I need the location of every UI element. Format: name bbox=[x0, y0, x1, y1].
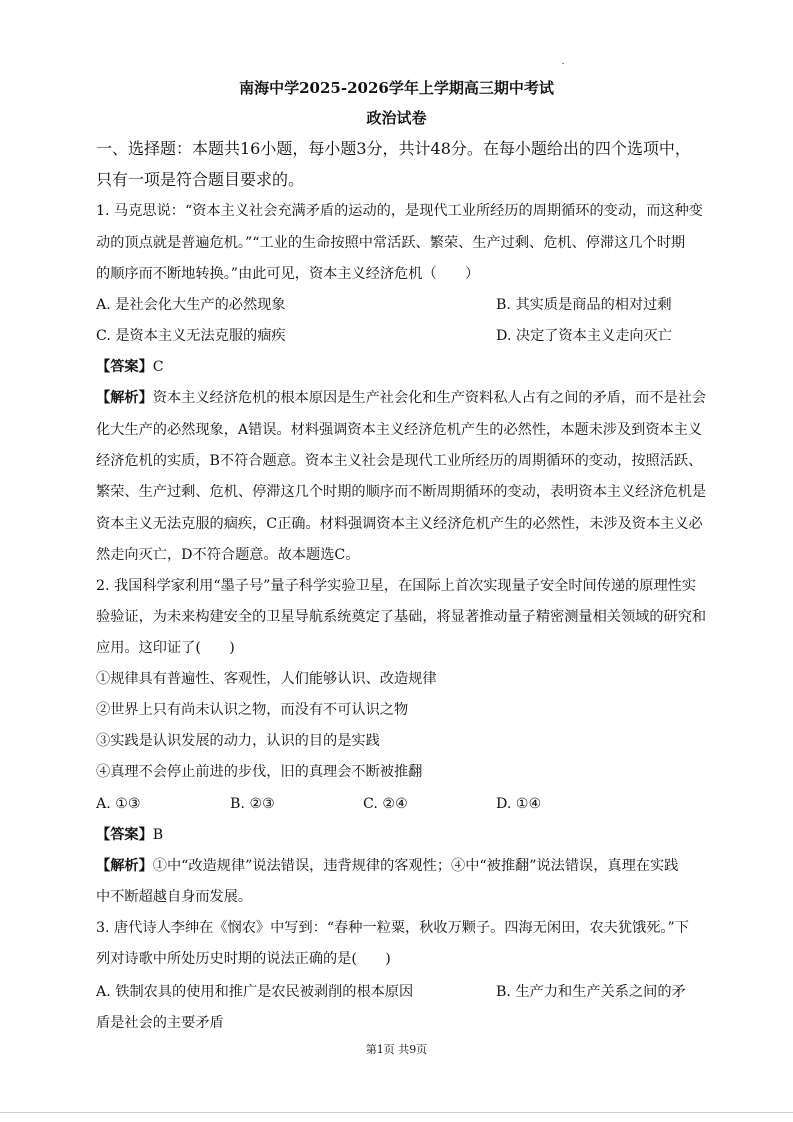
q2-option-c: C. ②④ bbox=[363, 796, 408, 812]
q1-analysis-line-1 bbox=[96, 388, 706, 408]
q2-item-1: ①规律具有普遍性、客观性，人们能够认识、改造规律 bbox=[96, 671, 437, 687]
q1-stem-line-1: 1. 马克思说：“资本主义社会充满矛盾的运动的，是现代工业所经历的周期循环的变动，而这种变 bbox=[96, 203, 703, 219]
q1-analysis-line-6: 然走向灭亡，D不符合题意。故本题选C。 bbox=[96, 547, 360, 563]
q1-answer-value: C bbox=[152, 359, 164, 375]
q2-analysis-line-2: 中不断超越自身而发展。 bbox=[96, 889, 253, 905]
q1-stem-line-2: 动的顶点就是普遍危机。”“工业的生命按照中常活跃、繁荣、生产过剩、危机、停滞这几个时期 bbox=[96, 235, 686, 251]
exam-title: 南海中学2025-2026学年上学期高三期中考试 bbox=[239, 79, 554, 97]
q2-answer-line bbox=[96, 825, 706, 845]
q1-option-a: A. 是社会化大生产的必然现象 bbox=[96, 297, 286, 313]
q2-analysis-text-1: ①中“改造规律”说法错误，违背规律的客观性；④中“被推翻”说法错误，真理在实践 bbox=[152, 858, 679, 874]
q1-analysis-line-3: 经济危机的实质，B不符合题意。资本主义社会是现代工业所经历的周期循环的变动，按照活跃、 bbox=[96, 453, 703, 469]
q2-analysis-line-1 bbox=[96, 856, 706, 876]
q3-option-a: A. 铁制农具的使用和推广是农民被剥削的根本原因 bbox=[96, 984, 414, 1000]
q1-option-d: D. 决定了资本主义走向灭亡 bbox=[496, 328, 672, 344]
q1-analysis-line-4: 繁荣、生产过剩、危机、停滞这几个时期的顺序而不断周期循环的变动，表明资本主义经济危机是 bbox=[96, 484, 707, 500]
scan-dot bbox=[562, 63, 564, 64]
q2-stem-line-2: 验验证，为未来构建安全的卫星导航系统奠定了基础，将显著推动量子精密测量相关领域的研究和 bbox=[96, 609, 707, 625]
q1-answer-line bbox=[96, 357, 706, 377]
q1-analysis-line-2: 化大生产的必然现象，A错误。材料强调资本主义经济危机产生的必然性，本题未涉及到资本主义 bbox=[96, 422, 703, 438]
q2-item-2: ②世界上只有尚未认识之物，而没有不可认识之物 bbox=[96, 702, 409, 718]
q3-stem-line-2: 列对诗歌中所处历史时期的说法正确的是( ) bbox=[96, 951, 391, 967]
page-number: 第1页 共9页 bbox=[365, 1043, 428, 1056]
section-instruction-line-1: 一、选择题：本题共16小题，每小题3分，共计48分。在每小题给出的四个选项中， bbox=[96, 139, 691, 158]
q3-stem-line-1: 3. 唐代诗人李绅在《悯农》中写到：“春种一粒粟，秋收万颗子。四海无闲田，农夫犹饿死。”下 bbox=[96, 920, 689, 936]
q3-option-b: B. 生产力和生产关系之间的矛 bbox=[496, 984, 686, 1000]
q1-option-b: B. 其实质是商品的相对过剩 bbox=[496, 297, 672, 313]
q3-option-b-continued: 盾是社会的主要矛盾 bbox=[96, 1015, 224, 1031]
q2-option-d: D. ①④ bbox=[496, 796, 542, 812]
q2-answer-label: 【答案】 bbox=[96, 827, 153, 843]
q2-answer-value: B bbox=[152, 827, 164, 843]
bottom-divider bbox=[0, 1112, 793, 1113]
q1-analysis-text-1: 资本主义经济危机的根本原因是生产社会化和生产资料私人占有之间的矛盾，而不是社会 bbox=[152, 390, 707, 406]
q1-option-c: C. 是资本主义无法克服的痼疾 bbox=[96, 328, 286, 344]
q2-stem-line-3: 应用。这印证了( ) bbox=[96, 640, 235, 656]
q1-stem-line-3: 的顺序而不断地转换。”由此可见，资本主义经济危机（ ） bbox=[96, 266, 480, 282]
exam-subtitle: 政治试卷 bbox=[366, 109, 427, 127]
q2-option-a: A. ①③ bbox=[96, 796, 141, 812]
q1-analysis-line-5: 资本主义无法克服的痼疾，C正确。材料强调资本主义经济危机产生的必然性，未涉及资本主义必 bbox=[96, 516, 703, 532]
q2-option-b: B. ②③ bbox=[230, 796, 275, 812]
q2-item-4: ④真理不会停止前进的步伐，旧的真理会不断被推翻 bbox=[96, 764, 423, 780]
q1-analysis-label: 【解析】 bbox=[96, 390, 153, 406]
q2-item-3: ③实践是认识发展的动力，认识的目的是实践 bbox=[96, 733, 380, 749]
q2-analysis-label: 【解析】 bbox=[96, 858, 153, 874]
q1-answer-label: 【答案】 bbox=[96, 359, 153, 375]
section-instruction-line-2: 只有一项是符合题目要求的。 bbox=[96, 170, 305, 189]
q2-stem-line-1: 2. 我国科学家利用“墨子号”量子科学实验卫星，在国际上首次实现量子安全时间传递的原理性实 bbox=[96, 578, 697, 594]
